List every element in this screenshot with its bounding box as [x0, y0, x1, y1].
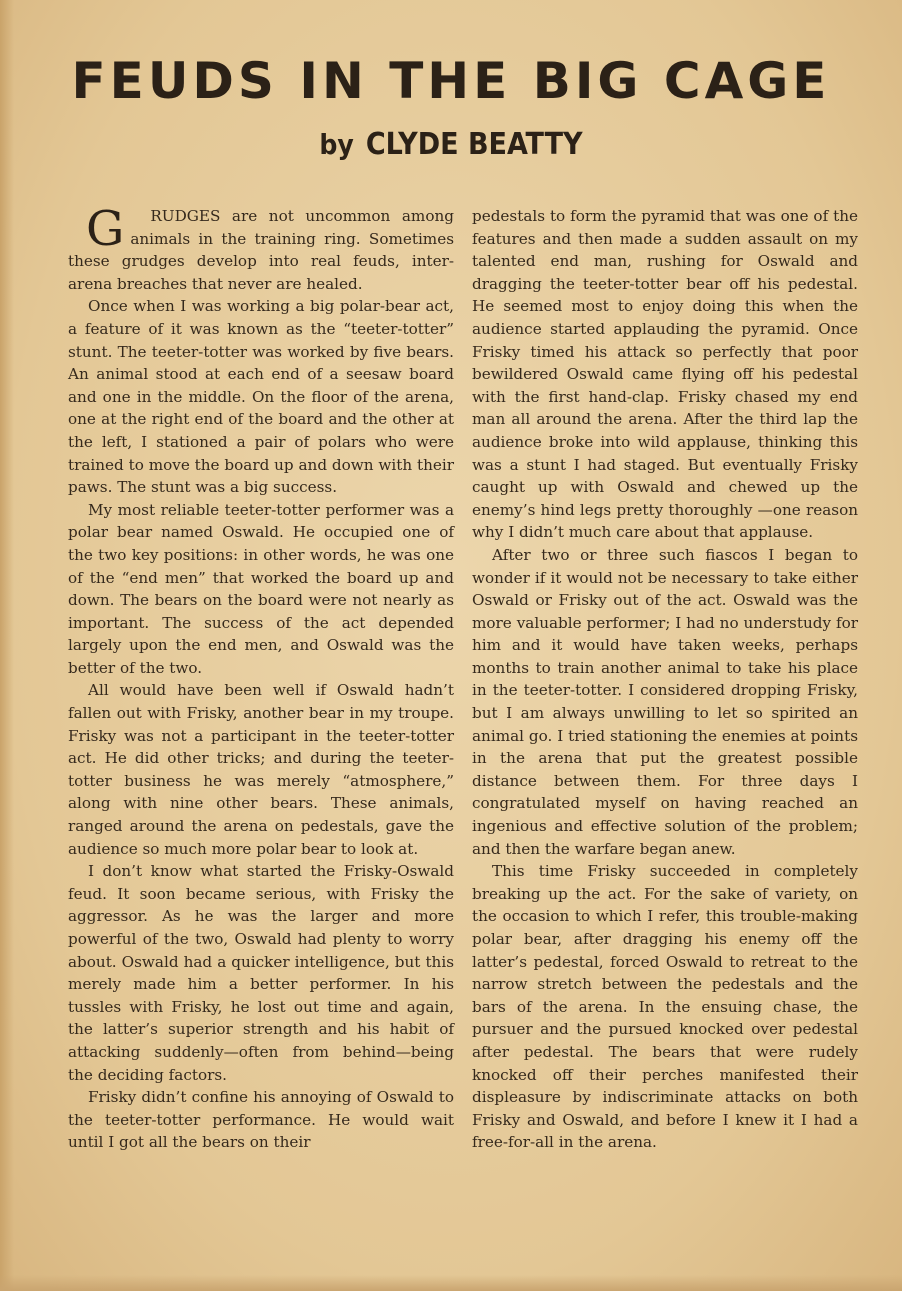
article-byline [0, 127, 902, 162]
byline-prefix: by [319, 128, 354, 161]
paragraph-6-continued: pedestals to form the pyramid that was one of the features and then made a sudden assault on my talented end man, rushing for Oswald and dragging the teeter-totter bear off his pedestal. He seemed most to enjoy doing this when the audience started applauding the pyramid. Once Frisky timed his attack so perfectly that poor bewildered Oswald came flying off his pedestal with the first hand-clap. Frisky chased my end man all around the arena. After the third lap the audience broke into wild applause, thinking this was a stunt I had staged. But eventually Frisky caught up with Oswald and chewed up the enemy’s hind legs pretty thoroughly —one reason why I didn’t much care about that applause. [472, 207, 858, 542]
paragraph-7: After two or three such fiascos I began to wonder if it would not be necessary to take either Oswald or Frisky out of the act. Oswald was the more valuable performer; I had no understudy for him and it would have taken weeks, perhaps months to train another animal to take his place in the teeter-totter. I considered dropping Frisky, but I am always unwilling to let so spirited an animal go. I tried stationing the enemies at points in the arena that put the greatest possible distance between them. For three days I congratulated myself on having reached an ingenious and effective solution of the problem; and then the warfare began anew. [472, 545, 858, 858]
page-gutter-shadow [0, 0, 14, 1291]
paragraph-1-text: RUDGES are not uncommon among animals in the training ring. Sometimes these grudges develop into real feuds, inter-arena breaches that never are healed. [68, 207, 454, 293]
paragraph-6: Frisky didn’t confine his annoying of Oswald to the teeter-totter performance. He would wait until I got all the bears on their [68, 1088, 454, 1152]
paragraph-2: Once when I was working a big polar-bear act, a feature of it was known as the “teeter-totter” stunt. The teeter-totter was worked by five bears. An animal stood at each end of a seesaw board and one in the middle. On the floor of the arena, one at the right end of the board and the other at the left, I stationed a pair of polars who were trained to move the board up and down with their paws. The stunt was a big success. [68, 297, 454, 497]
paragraph-1 [68, 201, 454, 295]
article-title: FEUDS IN THE BIG CAGE [71, 52, 831, 110]
paragraph-4: All would have been well if Oswald hadn’t fallen out with Frisky, another bear in my troupe. Frisky was not a participant in the teeter-totter act. He did other tricks; and during the teeter-totter business he was merely “atmosphere,” along with nine other bears. These animals, ranged around the arena on pedestals, gave the audience so much more polar bear to look at. [68, 681, 454, 858]
paragraph-5: I don’t know what started the Frisky-Oswald feud. It soon became serious, with Frisky the aggressor. As he was the larger and more powerful of the two, Oswald had plenty to worry about. Oswald had a quicker intelligence, but this merely made him a better performer. In his tussles with Frisky, he lost out time and again, the latter’s superior strength and his habit of attacking suddenly—often from behind—being the deciding factors. [68, 862, 454, 1084]
page-bottom-edge [0, 1275, 902, 1291]
paragraph-8: This time Frisky succeeded in completely breaking up the act. For the sake of variety, on the occasion to which I refer, this trouble-making polar bear, after dragging his enemy off the latter’s pedestal, forced Oswald to retreat to the narrow stretch between the pedestals and the bars of the arena. In the ensuing chase, the pursuer and the pursued knocked over pedestal after pedestal. The bears that were rudely knocked off their perches manifested their displeasure by indiscriminate attacks on both Frisky and Oswald, and before I knew it I had a free-for-all in the arena. [472, 862, 858, 1152]
drop-cap: G [86, 201, 125, 257]
paragraph-3: My most reliable teeter-totter performer was a polar bear named Oswald. He occupied one of the two key positions: in other words, he was one of the “end men” that worked the board up and down. The bears on the board were not nearly as important. The success of the act depended largely upon the end men, and Oswald was the better of the two. [68, 500, 454, 677]
right-column [472, 205, 858, 1154]
left-column [68, 201, 454, 1154]
byline-author: CLYDE BEATTY [365, 127, 583, 162]
